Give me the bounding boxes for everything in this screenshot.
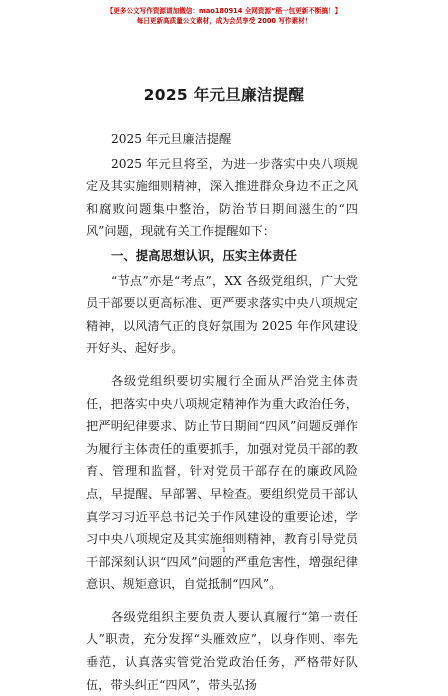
- document-body: [86, 128, 358, 696]
- promo-banner-line-1[interactable]: 【更多公文写作资源请加微信：mao180914 全网资源“稻一包更新不断搞！】: [106, 7, 342, 15]
- body-paragraph-3: 各级党组织主要负责人要认真履行“第一责任人”职责，充分发挥“头雁效应”，以身作则、率先垂范，认真落实管党治党政治任务，严格带好队伍，带头纠正“四风”，带头弘扬: [86, 609, 358, 692]
- section-heading-1: 一、提高思想认识，压实主体责任: [111, 247, 297, 263]
- document-subtitle: 2025 年元旦廉洁提醒: [111, 132, 232, 146]
- document-title: 2025 年元旦廉洁提醒: [143, 86, 305, 104]
- promo-banner-line-2[interactable]: 每日更新高质量公文素材，成为会员享受 2000 写作素材！: [136, 17, 312, 25]
- body-paragraph-2: 各级党组织要切实履行全面从严治党主体责任，把落实中央八项规定精神作为重大政治任务，把严明纪律要求、防止节日期间“四风”问题反弹作为履行主体责任的重要抓手，加强对党员干部的教育、管理和监督，针对党员干部存在的廉政风险点，早提醒、早部署、早检查。要组织党员干部认真学习习近平总书记关于作风建设的重要论述，学习中央八项规定及其实施细则精神，教育引导党员干部深刻认识“四风”问题的严重危害性，增强纪律意识、规矩意识，自觉抵制“四风”。: [86, 373, 358, 592]
- intro-paragraph: 2025 年元旦将至，为进一步落实中央八项规定及其实施细则精神，深入推进群众身边不正之风和腐败问题集中整治，防治节日期间滋生的“四风”问题，现就有关工作提醒如下：: [86, 156, 358, 239]
- promo-banner: [0, 6, 448, 26]
- body-paragraph-1: “节点”亦是“考点”，XX 各级党组织，广大党员干部要以更高标准、更严要求落实中央八项规定精神，以风清气正的良好氛围为 2025 年作风建设开好头、起好步。: [86, 273, 358, 356]
- page-number: 1: [221, 546, 227, 554]
